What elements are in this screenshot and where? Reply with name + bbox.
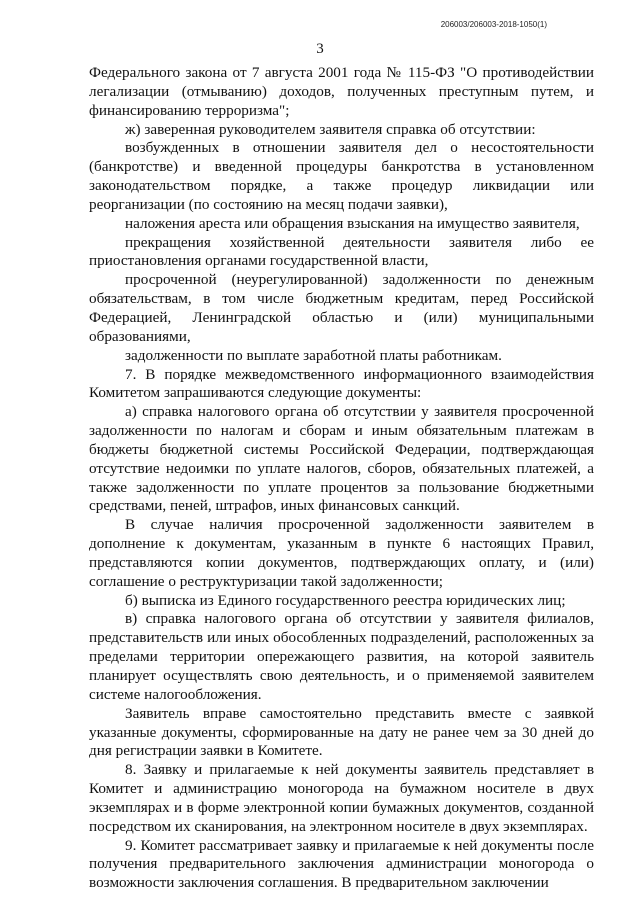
paragraph: наложения ареста или обращения взыскания на имущество заявителя, (125, 214, 580, 232)
paragraph: В случае наличия просроченной задолженности заявителем в дополнение к документам, указанным в пункте 6 настоящих Правил, представляются копии документов, подтверждающих оплату, и (или) соглашение о реструктуризации такой задолженности; (89, 516, 594, 590)
paragraph: а) справка налогового органа об отсутствии у заявителя просроченной задолженности по налогам и сборам и иным обязательным платежам в бюджеты бюджетной системы Российской Федерации, подтверждающая отсутствие недоимки по уплате налогов, сборов, обязательных платежей, а также задолженности по уплате процентов за пользование бюджетными средствами, пеней, штрафов, иных финансовых санкций. (89, 403, 594, 515)
paragraph: ж) заверенная руководителем заявителя справка об отсутствии: (125, 120, 536, 138)
paragraph: Заявитель вправе самостоятельно представить вместе с заявкой указанные документы, сформированные на дату не ранее чем за 30 дней до дня регистрации заявки в Комитете. (89, 704, 594, 760)
paragraph: просроченной (неурегулированной) задолженности по денежным обязательствам, в том числе бюджетным кредитам, перед Российской Федерацией, Ленинградской областью и (или) муниципальными образованиями, (89, 271, 594, 345)
document-id: 206003/206003-2018-1050(1) (440, 20, 547, 29)
paragraph: возбужденных в отношении заявителя дел о несостоятельности (банкротстве) и введенной процедуры банкротства в установленном законодательством порядке, а также процедур ликвидации или реорганизации (по состоянию на месяц подачи заявки), (89, 139, 594, 213)
page-number: 3 (316, 41, 324, 57)
paragraph: 7. В порядке межведомственного информационного взаимодействия Комитетом запрашиваются следующие документы: (89, 365, 594, 402)
document-body (89, 64, 594, 893)
paragraph: 8. Заявку и прилагаемые к ней документы заявитель представляет в Комитет и администрацию моногорода на бумажном носителе в двух экземплярах и в форме электронной копии бумажных документов, созданной посредством их сканирования, на электронном носителе в двух экземплярах. (89, 761, 594, 835)
paragraph: Федерального закона от 7 августа 2001 года № 115-ФЗ "О противодействии легализации (отмыванию) доходов, полученных преступным путем, и финансированию терроризма"; (89, 64, 594, 119)
paragraph: задолженности по выплате заработной платы работникам. (125, 346, 502, 364)
paragraph: прекращения хозяйственной деятельности заявителя либо ее приостановления органами государственной власти, (89, 233, 594, 270)
paragraph: 9. Комитет рассматривает заявку и прилагаемые к ней документы после получения предварительного заключения администрации моногорода о возможности заключения соглашения. В предварительном заключении (89, 836, 594, 892)
paragraph: в) справка налогового органа об отсутствии у заявителя филиалов, представительств или иных обособленных подразделений, расположенных за пределами территории опережающего развития, на которой заявитель планирует осуществлять свою деятельность, и о применяемой заявителем системе налогообложения. (89, 610, 594, 703)
paragraph: б) выписка из Единого государственного реестра юридических лиц; (125, 591, 566, 609)
